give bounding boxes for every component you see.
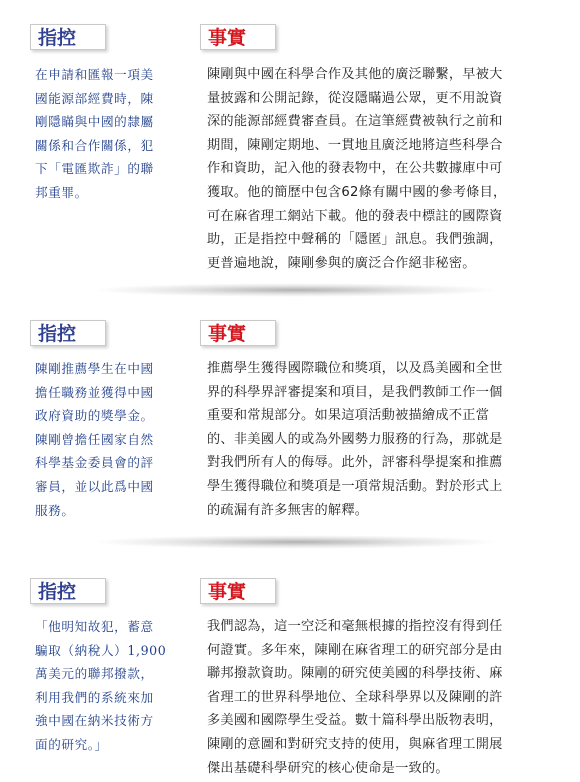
fact-text: 我們認為，這一空泛和毫無根據的指控沒有得到任 何證實。多年來，陳剛在麻省理工的研究部分是由 聯邦撥款資助。陳剛的研究使美國的科學技術、麻 省理工的世界科學地位、全球科學界以及陳剛的許 多美國和國際學生受益。數十篇科學出版物表明， 陳剛的意圖和對研究支持的使用，與麻省理工開展 傑出基礎科學研究的核心使命是一致的。: [207, 619, 503, 776]
claim-label: 指控: [30, 24, 106, 50]
claim-text: 「他明知故犯，蓄意 騙取（納稅人）1,900 萬美元的聯邦撥款， 利用我們的系統來加 強中國在納米技術方 面的研究。」: [35, 619, 167, 752]
claim-text: 陳剛推薦學生在中國 擔任職務並獲得中國 政府資助的獎學金。 陳剛曾擔任國家自然 科學基金委員會的評 審員，並以此爲中國 服務。: [35, 361, 154, 518]
fact-text: 推薦學生獲得國際職位和獎項，以及爲美國和全世 界的科學界評審提案和項目，是我們教師工作一個 重要和常規部分。如果這項活動被描繪成不正當 的、非美國人的或為外國勢力服務的行為，那就是 對我們所有人的侮辱。此外，評審科學提案和推薦 學生獲得職位和獎項是一項常規活動。對於形式上 的疏漏有許多無害的解釋。: [207, 361, 503, 518]
fact-label: 事實: [200, 24, 276, 50]
fact-label: 事實: [200, 578, 276, 604]
fact-text: 陳剛與中國在科學合作及其他的廣泛聯繫，早被大 量披露和公開記錄，從沒隱瞞過公眾，更不用說資 深的能源部經費審查員。在這筆經費被執行之前和 期間，陳剛定期地、一貫地且廣泛地將這些科學合 作和資助，記入他的發表物中，在公共數據庫中可 獲取。他的簡歷中包含62條有關中國的參考條目， 可在麻省理工網站下載。他的發表中標註的國際資 助，正是指控中聲稱的「隱匿」訊息。我們強調， 更普遍地說，陳剛參與的廣泛合作絕非秘密。: [207, 67, 507, 271]
section-divider: [92, 535, 500, 549]
claim-text: 在申請和匯報一項美 國能源部經費時，陳 剛隱瞞與中國的隸屬 關係和合作關係，犯 下「電匯欺詐」的聯 邦重罪。: [35, 67, 154, 200]
fact-label: 事實: [200, 320, 276, 346]
section-divider: [92, 283, 500, 297]
claim-label: 指控: [30, 320, 106, 346]
claim-label: 指控: [30, 578, 106, 604]
